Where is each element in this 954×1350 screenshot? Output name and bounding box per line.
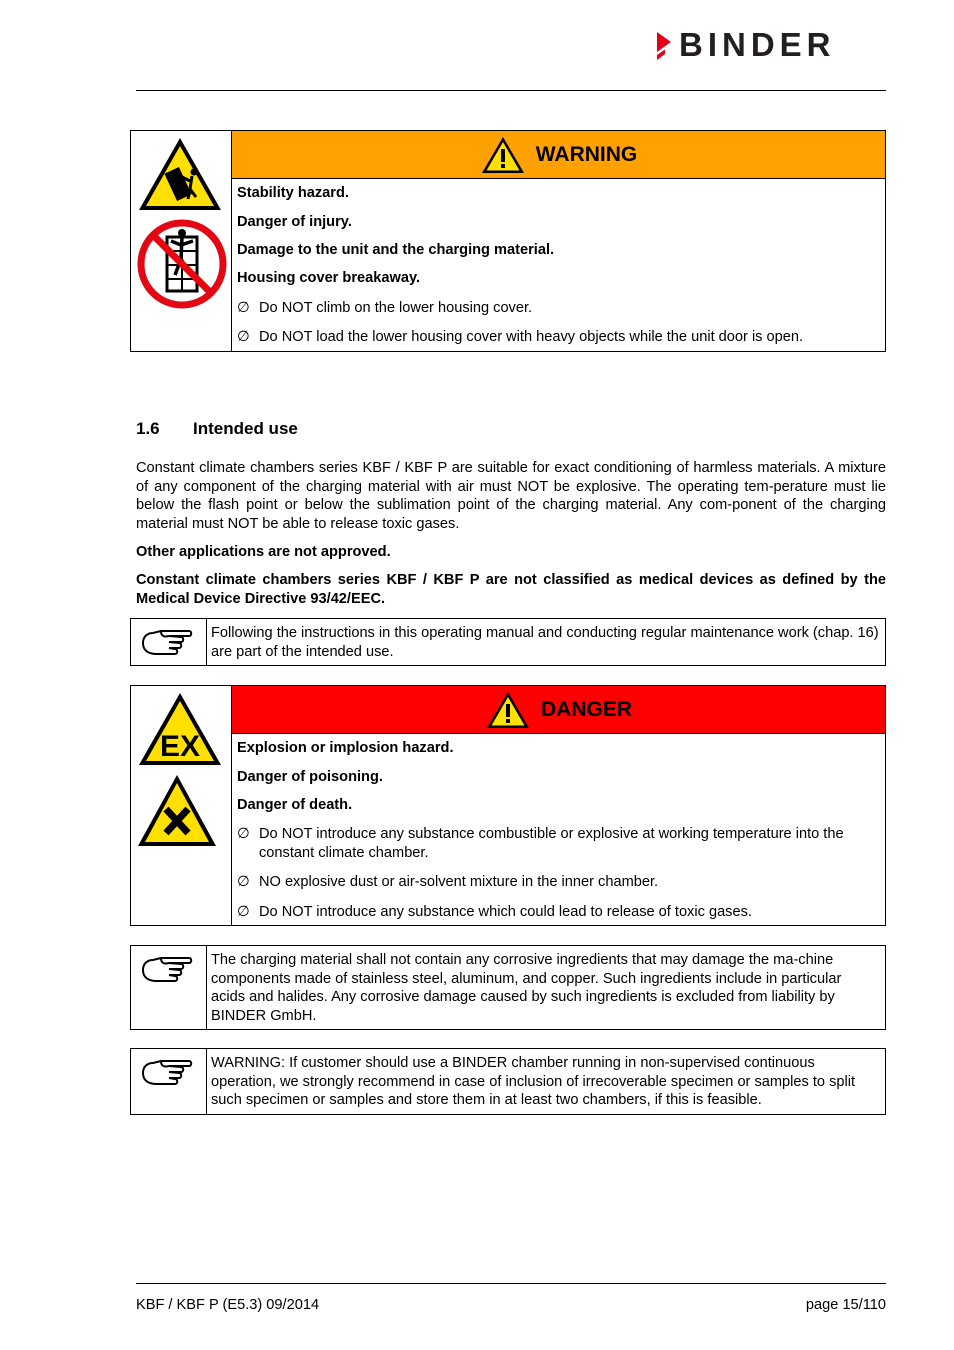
no-climbing-icon <box>137 219 227 309</box>
medical-device-statement: Constant climate chambers series KBF / KBF P are not classified as medical devices as defined by the Medical Device Directive 93/42/EEC. <box>136 572 886 607</box>
danger-icon-column <box>131 686 232 925</box>
hazard-line: Stability hazard. <box>237 185 349 201</box>
note-text: The charging material shall not contain any corrosive ingredients that may damage the ma-chine components made of stainless steel, aluminum, and copper. Such ingredients include in particular acids and halides. Any corrosive damage caused by such ingredients is excluded from liability by BINDER GmbH. <box>211 952 842 1024</box>
warning-icon-column <box>131 131 232 351</box>
footer-rule <box>136 1283 886 1284</box>
warning-signal-bar <box>232 131 885 179</box>
exclamation-triangle-icon <box>480 135 526 175</box>
hazard-line: Danger of death. <box>237 797 353 813</box>
note-box <box>130 618 886 666</box>
hazard-line: Housing cover breakaway. <box>237 270 421 286</box>
prohibition-item <box>237 903 877 922</box>
header-rule <box>136 90 886 91</box>
pointing-hand-icon <box>139 1055 197 1091</box>
warning-signal-word: WARNING <box>535 142 638 166</box>
pointing-hand-icon <box>139 625 197 661</box>
danger-table <box>130 685 886 926</box>
exclamation-triangle-icon <box>485 690 531 730</box>
hazard-line: Danger of poisoning. <box>237 769 383 785</box>
prohibition-item <box>237 328 877 347</box>
prohibition-text: Do NOT load the lower housing cover with heavy objects while the unit door is open. <box>259 329 804 345</box>
prohibition-symbol: ∅ <box>237 826 250 842</box>
note-icon-column <box>131 1049 207 1114</box>
prohibition-text: Do NOT introduce any substance which could lead to release of toxic gases. <box>259 904 752 920</box>
note-box <box>130 1048 886 1115</box>
brand-name: BINDER <box>679 26 836 63</box>
binder-logo-mark-icon <box>655 30 675 64</box>
danger-signal-word: DANGER <box>540 697 632 721</box>
danger-signal-bar <box>232 686 885 734</box>
hazard-line: Explosion or implosion hazard. <box>237 740 454 756</box>
prohibition-item <box>237 825 877 862</box>
note-box <box>130 945 886 1030</box>
section-number: 1.6 <box>136 419 160 438</box>
prohibition-text: NO explosive dust or air-solvent mixture in the inner chamber. <box>259 874 659 890</box>
prohibition-symbol: ∅ <box>237 329 250 345</box>
not-approved-statement: Other applications are not approved. <box>136 544 391 560</box>
explosive-atmosphere-icon <box>136 690 224 768</box>
prohibition-text: Do NOT climb on the lower housing cover. <box>259 300 533 316</box>
prohibition-text: Do NOT introduce any substance combustible or explosive at working temperature into the constant climate chamber. <box>259 826 844 861</box>
prohibition-symbol: ∅ <box>237 874 250 890</box>
page-number: page 15/110 <box>805 1297 886 1313</box>
tipping-hazard-icon <box>136 135 224 213</box>
hazard-line: Damage to the unit and the charging material. <box>237 242 555 258</box>
harmful-substance-icon <box>136 773 218 849</box>
binder-logo <box>655 28 887 66</box>
pointing-hand-icon <box>139 952 197 988</box>
ex-label-icon: EX <box>159 730 201 763</box>
section-title: Intended use <box>193 419 298 438</box>
prohibition-symbol: ∅ <box>237 904 250 920</box>
intended-use-paragraph: Constant climate chambers series KBF / KBF P are suitable for exact conditioning of harmless materials. A mixture of any component of the charging material with air must NOT be explosive. The operating tem-perature must lie below the flash point or below the sublimation point of the charging material. Any com-ponent of the charging material must NOT be able to release toxic gases. <box>136 460 886 532</box>
prohibition-item <box>237 299 877 318</box>
note-icon-column <box>131 946 207 1029</box>
note-icon-column <box>131 619 207 665</box>
hazard-line: Danger of injury. <box>237 214 352 230</box>
prohibition-item <box>237 873 877 892</box>
prohibition-symbol: ∅ <box>237 300 250 316</box>
document-id: KBF / KBF P (E5.3) 09/2014 <box>136 1297 320 1313</box>
note-text: Following the instructions in this operating manual and conducting regular maintenance work (chap. 16) are part of the intended use. <box>211 625 879 660</box>
note-text: WARNING: If customer should use a BINDER chamber running in non-supervised continuous operation, we strongly recommend in case of inclusion of irrecoverable specimen or samples to split such specimen or samples and store them in at least two chambers, if this is feasible. <box>211 1055 856 1108</box>
warning-table <box>130 130 886 352</box>
